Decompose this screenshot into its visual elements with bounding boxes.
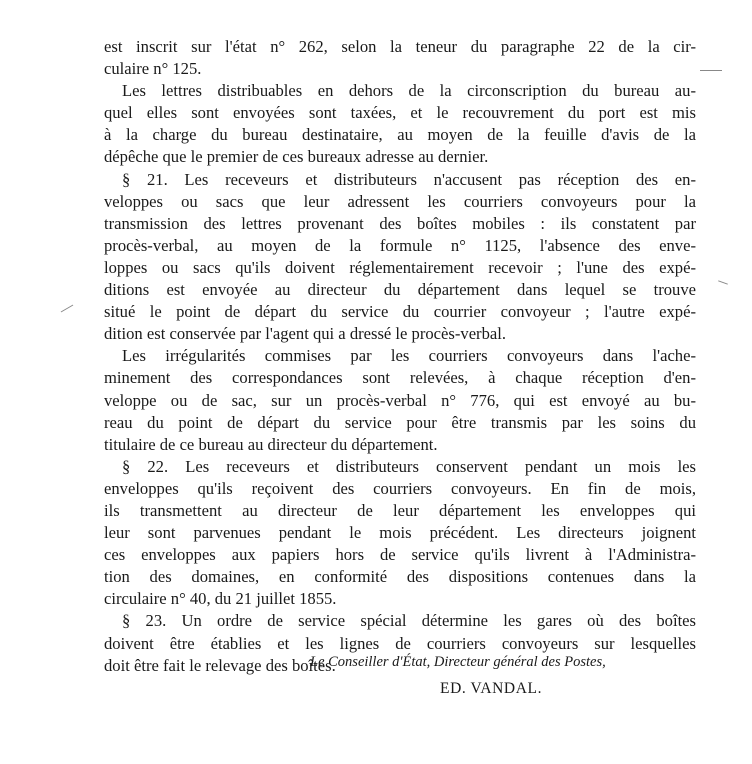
text-line: à la charge du bureau destinataire, au moyen de la feuille d'avis de la bbox=[104, 125, 696, 145]
text-line: veloppes ou sacs que leur adressent les courriers convoyeurs pour la bbox=[104, 191, 696, 211]
signature-title: Le Conseiller d'État, Directeur général des Postes, bbox=[310, 654, 606, 670]
text-line: circulaire n° 40, du 21 juillet 1855. bbox=[104, 589, 337, 609]
text-line: titulaire de ce bureau au directeur du département. bbox=[104, 434, 438, 454]
text-line: loppes ou sacs qu'ils doivent réglementairement recevoir ; l'une des expé- bbox=[104, 257, 696, 277]
text-line: situé le point de départ du service du courrier convoyeur ; l'autre expé- bbox=[104, 302, 696, 322]
text-line: enveloppes qu'ils reçoivent des courriers convoyeurs. En fin de mois, bbox=[104, 478, 696, 498]
margin-mark bbox=[700, 70, 722, 71]
text-line: doit être fait le relevage des boîtes. bbox=[104, 655, 336, 675]
text-line: leur sont parvenues pendant le mois précédent. Les directeurs joignent bbox=[104, 523, 696, 543]
text-line: tion des domaines, en conformité des dispositions contenues dans la bbox=[104, 567, 696, 587]
text-line: quel elles sont envoyées sont taxées, et le recouvrement du port est mis bbox=[104, 103, 696, 123]
section-22-start-line: § 22. Les receveurs et distributeurs conservent pendant un mois les bbox=[122, 456, 696, 476]
margin-mark bbox=[718, 280, 728, 284]
text-line: dépêche que le premier de ces bureaux adresse au dernier. bbox=[104, 147, 489, 167]
text-line: veloppe ou de sac, sur un procès-verbal n° 776, qui est envoyé au bu- bbox=[104, 390, 696, 410]
signature-name: ED. VANDAL. bbox=[440, 680, 543, 697]
text-line: transmission des lettres provenant des boîtes mobiles : ils constatent par bbox=[104, 213, 696, 233]
text-line: reau du point de départ du service pour être transmis par les soins du bbox=[104, 412, 696, 432]
text-line: dition est conservée par l'agent qui a dressé le procès-verbal. bbox=[104, 324, 507, 344]
section-23-start-line: § 23. Un ordre de service spécial détermine les gares où des boîtes bbox=[122, 611, 696, 631]
text-line: doivent être établies et les lignes de courriers convoyeurs sur lesquelles bbox=[104, 633, 696, 653]
body-text bbox=[104, 36, 696, 677]
text-line: minement des correspondances sont relevées, à chaque réception d'en- bbox=[104, 368, 696, 388]
text-line: ces enveloppes aux papiers hors de service qu'ils livrent à l'Administra- bbox=[104, 545, 696, 565]
text-line: culaire n° 125. bbox=[104, 59, 202, 79]
text-line: procès-verbal, au moyen de la formule n° 1125, l'absence des enve- bbox=[104, 235, 696, 255]
paragraph-start-line: Les lettres distribuables en dehors de la circonscription du bureau au- bbox=[122, 81, 696, 101]
margin-mark bbox=[61, 305, 74, 313]
text-line: ils transmettent au directeur de leur département les enveloppes qui bbox=[104, 500, 696, 520]
paragraph-start-line: Les irrégularités commises par les courriers convoyeurs dans l'ache- bbox=[122, 346, 696, 366]
text-line: ditions est envoyée au directeur du département dans lequel se trouve bbox=[104, 280, 696, 300]
text-line: est inscrit sur l'état n° 262, selon la teneur du paragraphe 22 de la cir- bbox=[104, 37, 696, 56]
section-21-start-line: § 21. Les receveurs et distributeurs n'accusent pas réception des en- bbox=[122, 169, 696, 189]
